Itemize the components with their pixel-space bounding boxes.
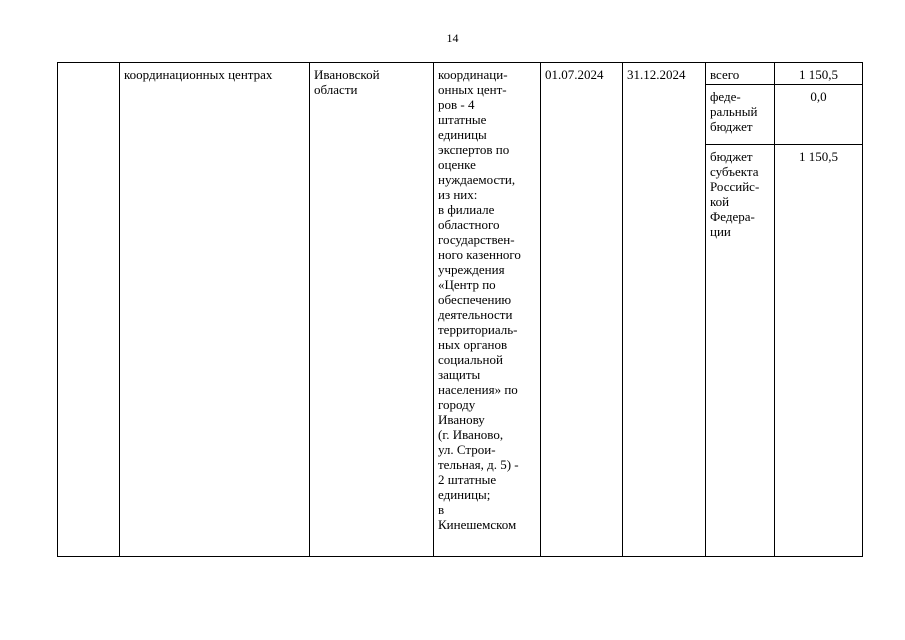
funding-source-total	[706, 63, 775, 85]
region-line: области	[314, 82, 358, 97]
funding-table	[57, 62, 863, 557]
description-line: населения» по	[438, 382, 518, 397]
description-line: ров - 4	[438, 97, 475, 112]
description-line: деятельности	[438, 307, 513, 322]
event-cell: координационных центрах	[120, 63, 310, 557]
description-line: ного казенного	[438, 247, 521, 262]
description-line: нуждаемости,	[438, 172, 516, 187]
description-line: учреждения	[438, 262, 505, 277]
funding-amount-federal: 0,0	[775, 85, 863, 145]
description-line: 2 штатные	[438, 472, 497, 487]
description-line: ных органов	[438, 337, 508, 352]
description-line: в филиале	[438, 202, 495, 217]
funding-amount-total: 1 150,5	[775, 63, 863, 85]
funding-source-line: Российс-	[710, 179, 760, 194]
description-line: Иванову	[438, 412, 485, 427]
funding-source-regional	[706, 145, 775, 557]
description-line: Кинешемском	[438, 517, 517, 532]
funding-source-line: ции	[710, 224, 731, 239]
funding-source-federal	[706, 85, 775, 145]
description-line: областного	[438, 217, 500, 232]
funding-source-line: феде-	[710, 89, 741, 104]
description-line: экспертов по	[438, 142, 510, 157]
funding-amount-regional: 1 150,5	[775, 145, 863, 557]
end-date-cell: 31.12.2024	[623, 63, 706, 557]
funding-source-line: Федера-	[710, 209, 755, 224]
description-line: защиты	[438, 367, 481, 382]
funding-source-line: субъекта	[710, 164, 759, 179]
funding-source-line: ральный	[710, 104, 758, 119]
description-line: «Центр по	[438, 277, 496, 292]
funding-source-line: бюджет	[710, 119, 753, 134]
description-line: единицы;	[438, 487, 491, 502]
description-line: в	[438, 502, 445, 517]
description-line: оценке	[438, 157, 476, 172]
description-line: ул. Строи-	[438, 442, 496, 457]
description-line: единицы	[438, 127, 487, 142]
description-line: городу	[438, 397, 476, 412]
region-line: Ивановской	[314, 67, 380, 82]
start-date-cell: 01.07.2024	[541, 63, 623, 557]
funding-source-line: кой	[710, 194, 730, 209]
funding-source-line: бюджет	[710, 149, 753, 164]
description-line: тельная, д. 5) -	[438, 457, 519, 472]
region-lines	[314, 67, 429, 97]
description-line: территориаль-	[438, 322, 518, 337]
description-line: социальной	[438, 352, 503, 367]
description-line: штатные	[438, 112, 487, 127]
row-number-cell	[58, 63, 120, 557]
description-line: (г. Иваново,	[438, 427, 504, 442]
page-number: 14	[446, 31, 459, 45]
table-row	[58, 63, 863, 85]
description-cell	[434, 63, 541, 557]
description-lines	[438, 67, 536, 532]
region-cell	[310, 63, 434, 557]
description-line: государствен-	[438, 232, 515, 247]
description-line: из них:	[438, 187, 478, 202]
funding-source-line: всего	[710, 67, 740, 82]
description-line: обеспечению	[438, 292, 512, 307]
description-line: координаци-	[438, 67, 508, 82]
description-line: онных цент-	[438, 82, 507, 97]
